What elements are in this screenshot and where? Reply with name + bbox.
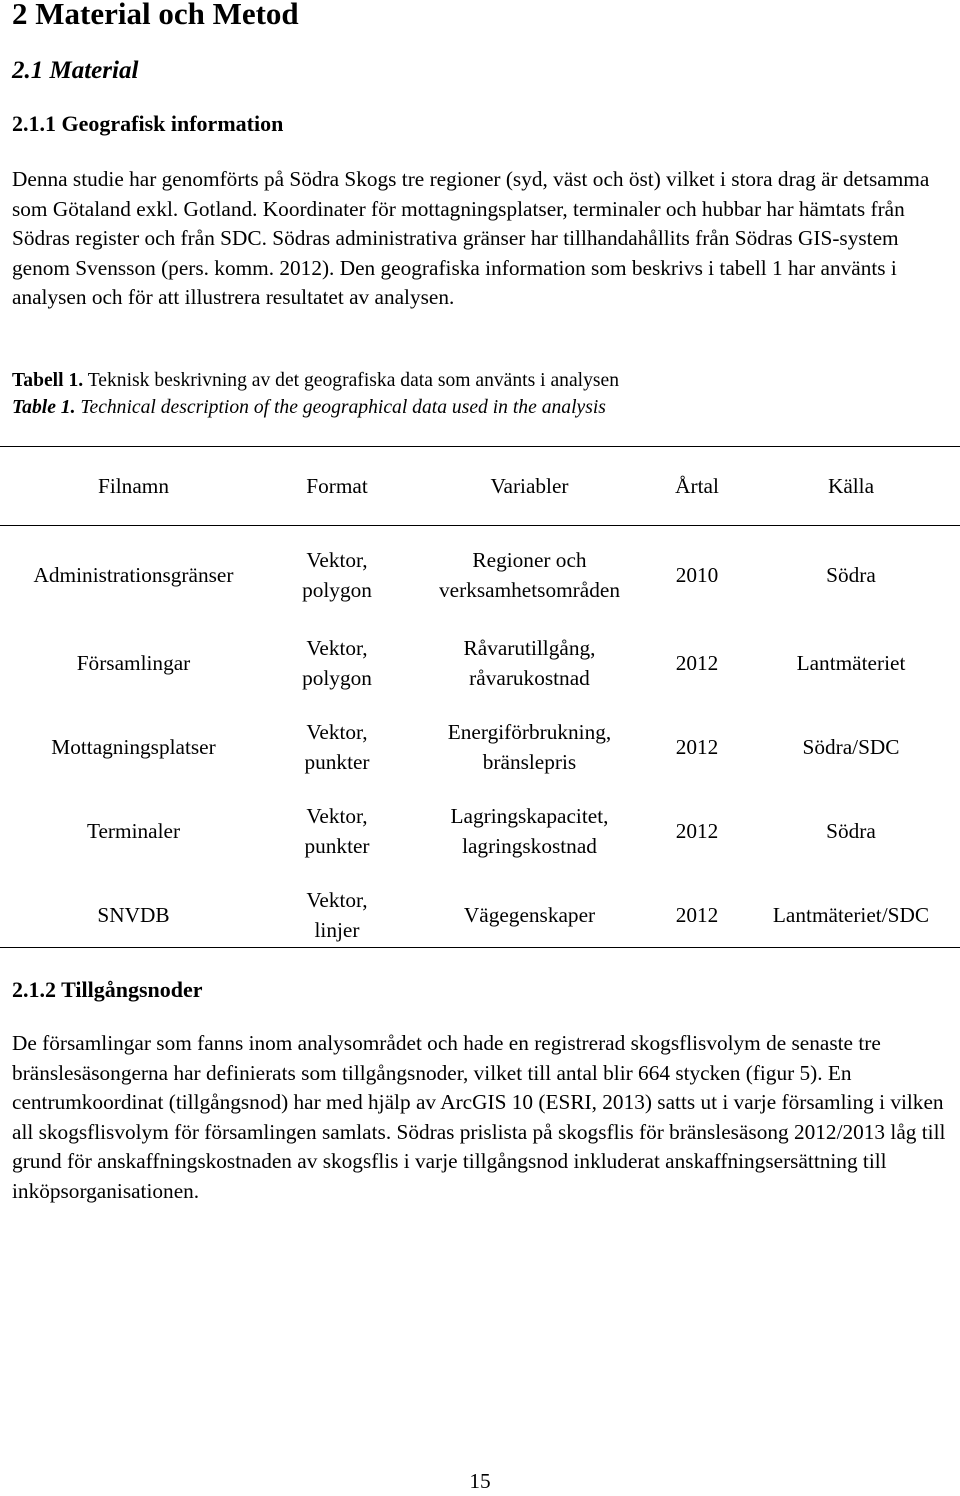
cell-variabler: Råvarutillgång, råvarukostnad [463, 636, 596, 690]
cell-filnamn: Mottagningsplatser [51, 735, 216, 759]
cell-format: Vektor, polygon [302, 548, 372, 602]
header-cell-kalla: Källa [827, 474, 875, 498]
cell-kalla: Södra/SDC [802, 735, 900, 759]
cell-variabler: Lagringskapacitet, lagringskostnad [450, 804, 609, 858]
table-row [0, 525, 960, 621]
cell-artal: 2012 [675, 735, 719, 759]
table-caption-swedish [12, 366, 619, 395]
cell-format: Vektor, linjer [306, 888, 368, 942]
cell-kalla: Lantmäteriet [796, 651, 906, 675]
section-heading: 2.1 Material [12, 57, 139, 84]
cell-variabler: Vägegenskaper [463, 903, 596, 927]
page-number: 15 [469, 1469, 491, 1493]
table-caption-english [12, 393, 606, 422]
cell-format: Vektor, polygon [302, 636, 372, 690]
geodata-table [0, 447, 960, 957]
subsection-heading: 2.1.1 Geografisk information [12, 111, 284, 136]
cell-artal: 2012 [675, 903, 719, 927]
table-row [0, 621, 960, 705]
table-row [0, 705, 960, 789]
cell-format: Vektor, punkter [304, 720, 370, 774]
cell-filnamn: Församlingar [76, 651, 191, 675]
cell-kalla: Södra [826, 563, 876, 587]
header-cell-artal: Årtal [675, 474, 719, 498]
cell-variabler: Regioner och verksamhetsområden [439, 548, 620, 602]
table-row [0, 873, 960, 957]
cell-artal: 2012 [675, 651, 719, 675]
cell-filnamn: SNVDB [97, 903, 170, 927]
caption-label-swedish: Tabell 1. [12, 370, 84, 391]
cell-variabler: Energiförbrukning, bränslepris [447, 720, 612, 774]
cell-kalla: Lantmäteriet/SDC [772, 903, 930, 927]
cell-format: Vektor, punkter [304, 804, 370, 858]
caption-label-english: Table 1. [12, 397, 76, 418]
subsection-heading-nodes: 2.1.2 Tillgångsnoder [12, 977, 203, 1002]
cell-kalla: Södra [826, 819, 876, 843]
table-header-row [0, 447, 960, 525]
header-cell-filnamn: Filnamn [98, 474, 169, 498]
intro-paragraph: Denna studie har genomförts på Södra Skogs tre regioner (syd, väst och öst) vilket i stora drag är detsamma som Götaland exkl. Gotland. Koordinater för mottagningsplatser, terminaler och hubbar har hämtats från Södras register och från SDC. Södras administrativa gränser har tillhandahållits från Södras GIS-system genom Svensson (pers. komm. 2012). Den geografiska information som beskrivs i tabell 1 har använts i analysen och för att illustrera resultatet av analysen. [12, 167, 930, 309]
cell-artal: 2012 [675, 819, 719, 843]
chapter-heading: 2 Material och Metod [12, 0, 299, 31]
nodes-paragraph: De församlingar som fanns inom analysområdet och hade en registrerad skogsflisvolym de senaste tre bränslesäsongerna har definierats som tillgångsnoder, vilket till antal blir 664 stycken (figur 5). En centrumkoordinat (tillgångsnod) har med hjälp av ArcGIS 10 (ESRI, 2013) satts ut i varje församling i vilken all skogsflisvolym för församlingen samlats. Södras prislista på skogsflis för bränslesäsong 2012/2013 låg till grund för anskaffningskostnaden av skogsflis i varje tillgångsnod inkluderat anskaffningsersättning till inköpsorganisationen. [12, 1031, 946, 1203]
cell-filnamn: Terminaler [86, 819, 181, 843]
caption-text-english: Technical description of the geographical data used in the analysis [75, 397, 606, 418]
cell-filnamn: Administrationsgränser [33, 563, 234, 587]
cell-artal: 2010 [675, 563, 719, 587]
header-cell-format: Format [306, 474, 368, 498]
caption-text-swedish: Teknisk beskrivning av det geografiska data som använts i analysen [83, 370, 620, 391]
header-cell-variabler: Variabler [490, 474, 569, 498]
table-row [0, 789, 960, 873]
